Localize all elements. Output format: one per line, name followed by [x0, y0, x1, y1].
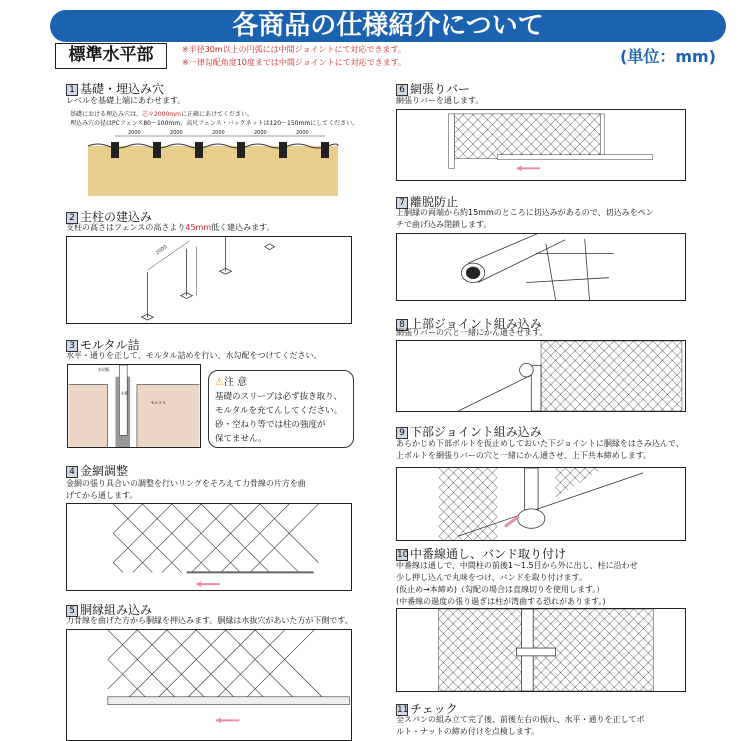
step-number: 3: [66, 340, 78, 352]
step-number: 4: [66, 466, 78, 478]
step-1-note: [70, 110, 358, 128]
step-title: モルタル詰: [80, 338, 140, 352]
caution-line: モルタルを充てんしてください。: [215, 406, 343, 416]
caution-line: 保てません。: [215, 434, 267, 444]
step-title: チェック: [410, 702, 458, 716]
step-number: 5: [66, 605, 78, 617]
step-11-desc-1: 全スパンの組み立て完了後、前後左右の振れ、水平・通りを正してボ: [396, 715, 645, 724]
unit-label: (単位：mm): [620, 47, 716, 66]
step-title: 基礎・埋込み穴: [80, 82, 165, 96]
step-title: 下部ジョイント組み込み: [410, 425, 542, 439]
note-text: 基礎における埋込み穴は、: [70, 111, 143, 118]
step-number: 9: [396, 427, 408, 439]
step-title: 胴縁組み込み: [80, 603, 153, 617]
section-label: 標準水平部: [55, 43, 167, 69]
step-10-desc-4: (中番線の過度の張り過ぎは柱が湾曲する恐れがあります。): [396, 597, 606, 606]
step-title: 金網調整: [80, 464, 129, 478]
step-title: 中番線通し、バンド取り付け: [410, 547, 567, 561]
tension-bar-diagram: [396, 109, 686, 181]
warning-triangle-icon: ⚠: [215, 377, 224, 388]
step-title: 主柱の建込み: [80, 210, 153, 224]
step-number: 11: [397, 705, 409, 715]
step-number: 7: [396, 197, 408, 209]
note-highlight: 芯々2000mm: [142, 111, 181, 118]
caution-title: 注 意: [223, 377, 248, 388]
step-7-desc-1: 上胴縁の両端から約15mmのところに切込みがあるので、切込みをペン: [396, 208, 654, 217]
step-title: 上部ジョイント組み込み: [410, 317, 542, 331]
step-11-desc-2: ルト・ナットの締め付けを点検します。: [396, 727, 540, 736]
step-9-desc-1: あらかじめ下部ボルトを仮止めしておいた下ジョイントに胴縁をはさみ込んで、: [396, 439, 684, 448]
step-8-desc: 網張りバーの穴と一緒にかん通させます。: [396, 328, 548, 337]
note-text: に正確にあけてください。: [180, 111, 253, 118]
caution-line: 基礎のスリーブは必ず抜き取り、: [215, 392, 343, 402]
note-1: ※半径30m以上の円弧には中間ジョイントにて対応できます。: [182, 45, 406, 54]
foundation-diagram: [68, 128, 354, 200]
dim-label: 2000: [170, 130, 183, 136]
step-number: 10: [397, 550, 409, 560]
dim-label: 2000: [212, 130, 225, 136]
dim-label: 2000: [128, 130, 141, 136]
step-4-desc-2: げてから通します。: [66, 491, 138, 500]
dim-label: 2000: [254, 130, 267, 136]
middle-wire-band-diagram: [396, 608, 686, 692]
step-2-desc: [66, 222, 274, 234]
step-10-desc-3: (仮止め→本締め)（勾配の場合は直線切りを使用します。）: [396, 585, 605, 594]
step-10-desc-2: 少し押し込んで丸味をつけ、バンドを取り付けます。: [396, 573, 588, 582]
dim-label: 2000: [154, 244, 169, 257]
step-5-desc: 力骨線を曲げた方から胴縁を押込みます。胴縁は水抜穴があいた方が下側です。: [66, 616, 353, 625]
upper-joint-diagram: [396, 340, 686, 412]
mortar-diagram: [67, 364, 201, 448]
step-title: 離脱防止: [410, 195, 459, 209]
step-number: 2: [66, 212, 78, 224]
caution-box: [208, 370, 354, 448]
page-title: 各商品の仕様紹介について: [50, 10, 726, 42]
step-1-desc: レベルを基礎上端にあわせます。: [66, 96, 186, 105]
desc-text: 低く建込みます。: [211, 223, 275, 232]
step-title: 網張りバー: [410, 82, 471, 96]
post-diagram: [66, 236, 352, 324]
note-text: 埋込み穴の径はPCフェンス80～100mm、高尺フェンス・バックネットは120～150mmにしてください。: [70, 120, 359, 127]
lower-joint-diagram: [396, 467, 686, 541]
release-prevention-diagram: [396, 233, 686, 301]
desc-text: 支柱の高さはフェンスの高さより: [66, 223, 186, 232]
step-7-desc-2: チで曲げ込み閉鎖します。: [396, 220, 492, 229]
step-3-desc: 水平・通りを正して、モルタル詰めを行い、水勾配をつけてください。: [66, 351, 322, 360]
step-6-desc: 網張りバーを通します。: [396, 96, 484, 105]
step-4-desc-1: 金網の張り具合いの調整を行いリングをそろえて力骨線の片方を曲: [66, 479, 306, 488]
label-mortar: モルタル: [150, 400, 167, 406]
step-10-desc-1: 中番線は通しで、中間柱の前後1～1.5目から外に出し、柱に沿わせ: [396, 561, 638, 570]
caution-line: 砂・空ねり等では柱の強度が: [215, 420, 326, 430]
rail-insert-diagram: [66, 629, 352, 741]
label-post: 主柱: [120, 390, 129, 396]
label-drip-plate: 水切板: [97, 366, 110, 372]
step-number: 8: [396, 319, 408, 331]
dim-label: 2000: [296, 130, 309, 136]
mesh-adjust-diagram: [66, 503, 352, 591]
step-number: 6: [396, 84, 408, 96]
note-2: ※一律勾配角度10度までは中間ジョイントにて対応できます。: [182, 58, 407, 67]
step-9-desc-2: 上ボルトを網張りバーの穴と一緒にかん通させ、上下共本締めします。: [396, 451, 652, 460]
step-4-heading: [66, 462, 128, 479]
desc-highlight: 45mm: [185, 223, 212, 232]
step-number: 1: [66, 84, 78, 96]
